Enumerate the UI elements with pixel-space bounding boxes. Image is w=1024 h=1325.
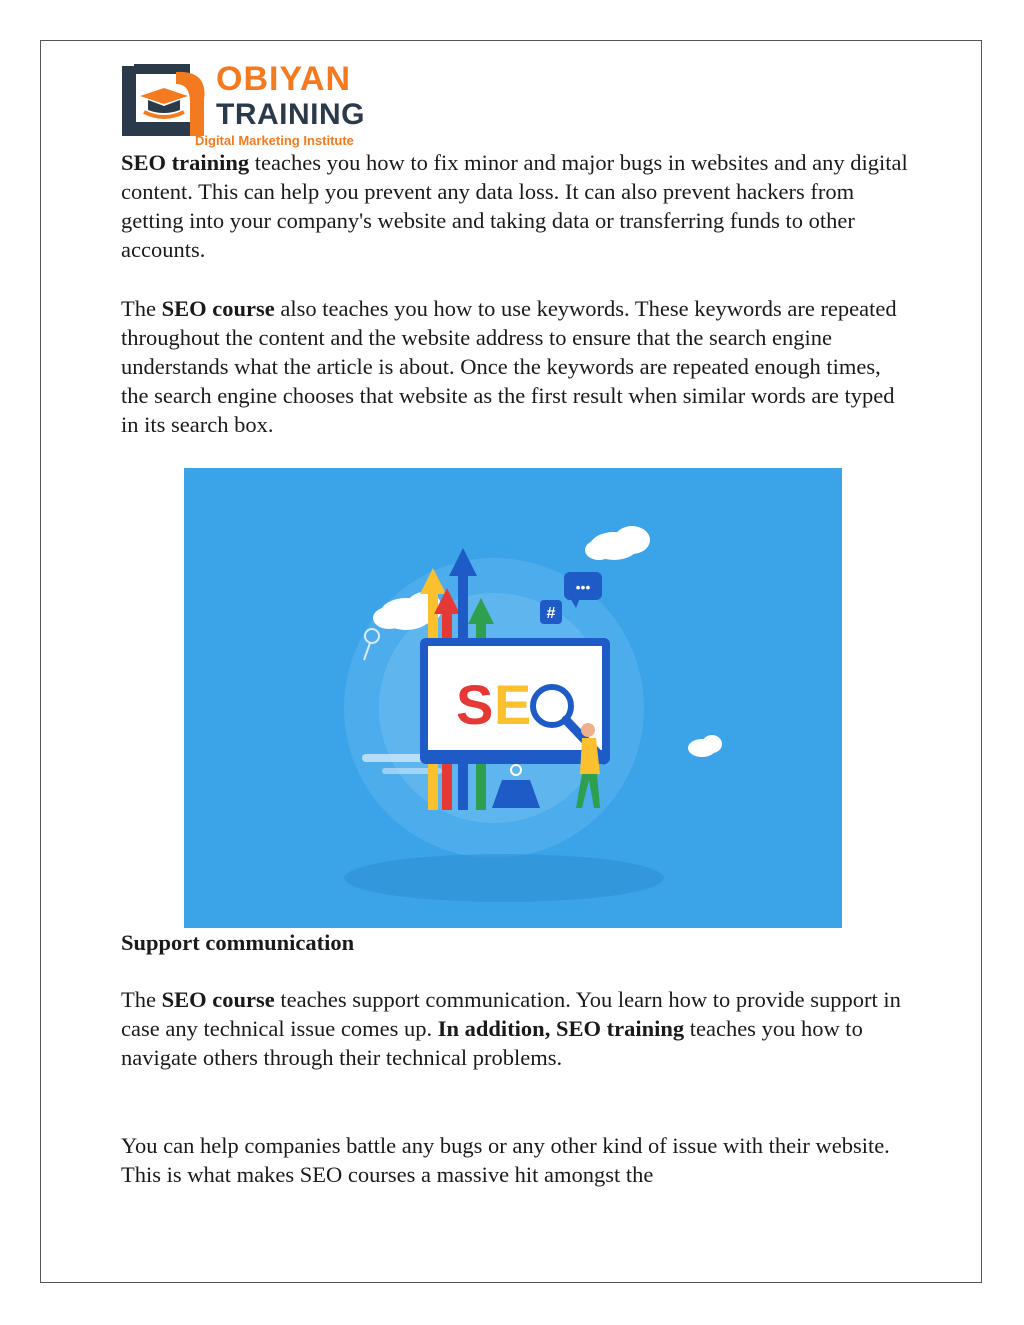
seo-training-bold: SEO training: [121, 150, 250, 175]
logo-name-line1: OBIYAN: [216, 60, 352, 98]
paragraph-3-mid: teaches support communication. You learn how to provide support in case any technical issue comes up.: [121, 987, 901, 1041]
paragraph-2-pre: The: [121, 296, 162, 321]
paragraph-1-text: teaches you how to fix minor and major bugs in websites and any digital content. This can help you prevent any data loss. It can also prevent hackers from getting into your company's website and taking data or transferring funds to other accounts.: [121, 150, 908, 262]
logo-tagline: Digital Marketing Institute: [195, 133, 354, 148]
logo-mark-icon: [120, 60, 212, 142]
paragraph-2: [121, 294, 911, 439]
paragraph-3-text: teaches you how to navigate others through their technical problems.: [121, 1016, 863, 1070]
in-addition-seo-training-bold: In addition, SEO training: [437, 1016, 685, 1041]
paragraph-3-pre: The: [121, 987, 162, 1012]
paragraph-1: [121, 148, 911, 264]
paragraph-3: [121, 985, 911, 1072]
svg-text:S: S: [456, 673, 494, 736]
seo-illustration: [184, 468, 842, 928]
paragraph-2-text: also teaches you how to use keywords. These keywords are repeated throughout the content and the website address to ensure that the search engine understands what the article is about. Once the keywords are repeated enough times, the search engine chooses that website as the first result when similar words are typed in its search box.: [121, 296, 897, 437]
obiyan-logo: [120, 58, 410, 150]
svg-text:#: #: [546, 605, 556, 622]
logo-name-line2: TRAINING: [216, 98, 365, 131]
section-heading: Support communication: [121, 930, 355, 955]
svg-text:E: E: [494, 673, 532, 736]
hashtag-icon: [540, 600, 562, 624]
svg-text:•••: •••: [575, 579, 591, 595]
paragraph-4: You can help companies battle any bugs or any other kind of issue with their website. This is what makes SEO courses a massive hit amongst the: [121, 1133, 890, 1187]
seo-course-bold: SEO course: [161, 987, 275, 1012]
seo-course-bold: SEO course: [161, 296, 275, 321]
